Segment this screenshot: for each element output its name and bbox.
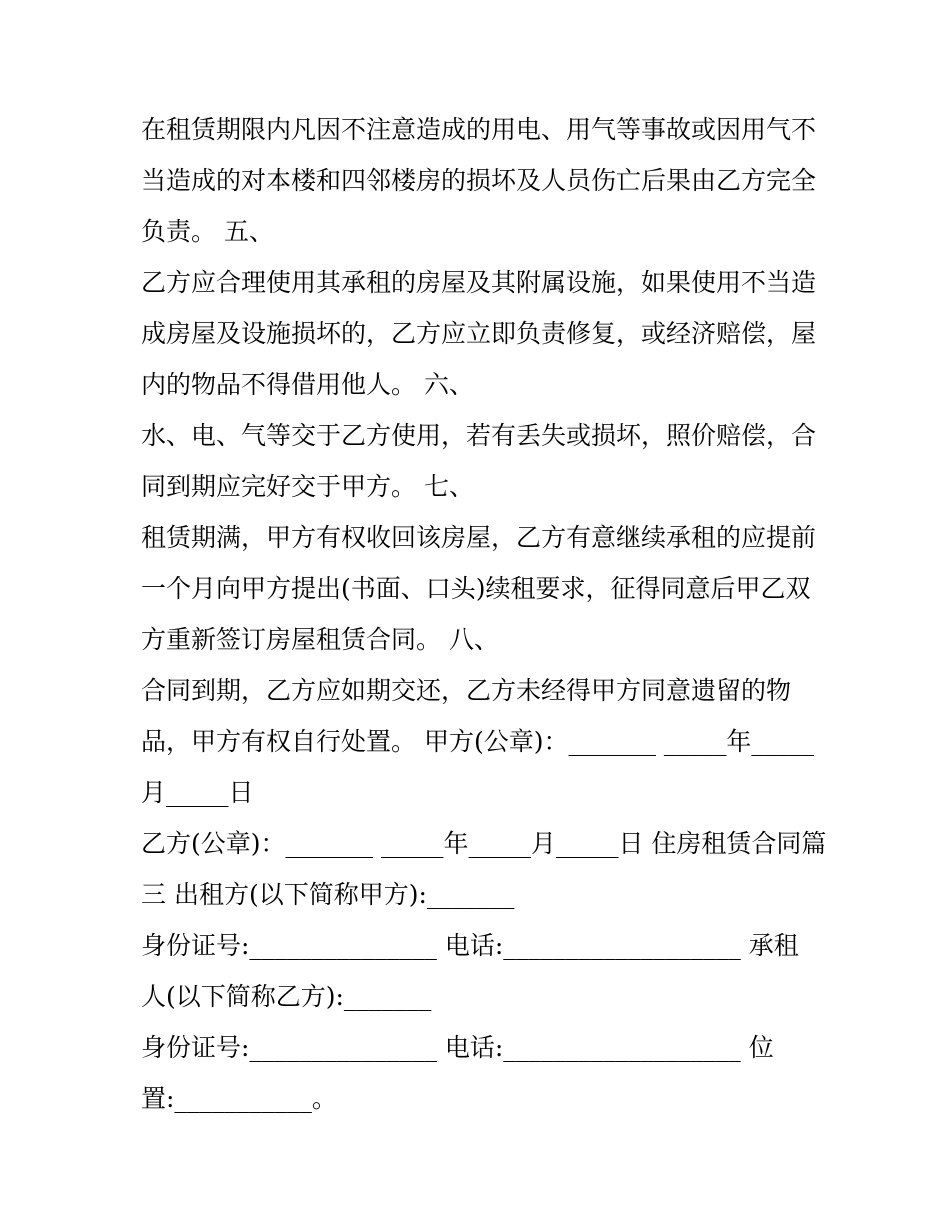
text-line: 成房屋及设施损坏的，乙方应立即负责修复，或经济赔偿，屋 xyxy=(141,319,817,348)
text-line: 方重新签订房屋租赁合同。 八、 xyxy=(141,625,499,654)
text-line: 在租赁期限内凡因不注意造成的用电、用气等事故或因用气不 xyxy=(141,115,817,144)
text-line: 水、电、气等交于乙方使用，若有丢失或损坏，照价赔偿，合 xyxy=(141,421,817,450)
text-line: 当造成的对本楼和四邻楼房的损坏及人员伤亡后果由乙方完全 xyxy=(141,166,817,195)
text-line: 乙方(公章)：_______ _____年_____月_____日 住房租赁合同篇 xyxy=(141,829,827,858)
text-line: 乙方应合理使用其承租的房屋及其附属设施，如果使用不当造 xyxy=(141,268,817,297)
text-line: 人(以下简称乙方):_______ xyxy=(141,982,432,1011)
text-line: 同到期应完好交于甲方。 七、 xyxy=(141,472,474,501)
text-line: 合同到期，乙方应如期交还，乙方未经得甲方同意遗留的物 xyxy=(141,676,792,705)
text-line: 一个月向甲方提出(书面、口头)续租要求，征得同意后甲乙双 xyxy=(141,574,811,603)
text-line: 身份证号:_______________ 电话:___________________ 承租 xyxy=(141,931,799,960)
document-body xyxy=(141,104,827,1124)
text-line: 身份证号:_______________ 电话:___________________ 位 xyxy=(141,1033,774,1062)
text-line: 三 出租方(以下简称甲方):_______ xyxy=(141,880,515,909)
text-line: 内的物品不得借用他人。 六、 xyxy=(141,370,474,399)
text-line: 月_____日 xyxy=(141,778,254,807)
text-line: 租赁期满，甲方有权收回该房屋，乙方有意继续承租的应提前 xyxy=(141,523,817,552)
text-line: 置:___________。 xyxy=(141,1084,337,1113)
text-line: 负责。 五、 xyxy=(141,217,274,246)
text-line: 品，甲方有权自行处置。 甲方(公章)：_______ _____年_____ xyxy=(141,727,814,756)
